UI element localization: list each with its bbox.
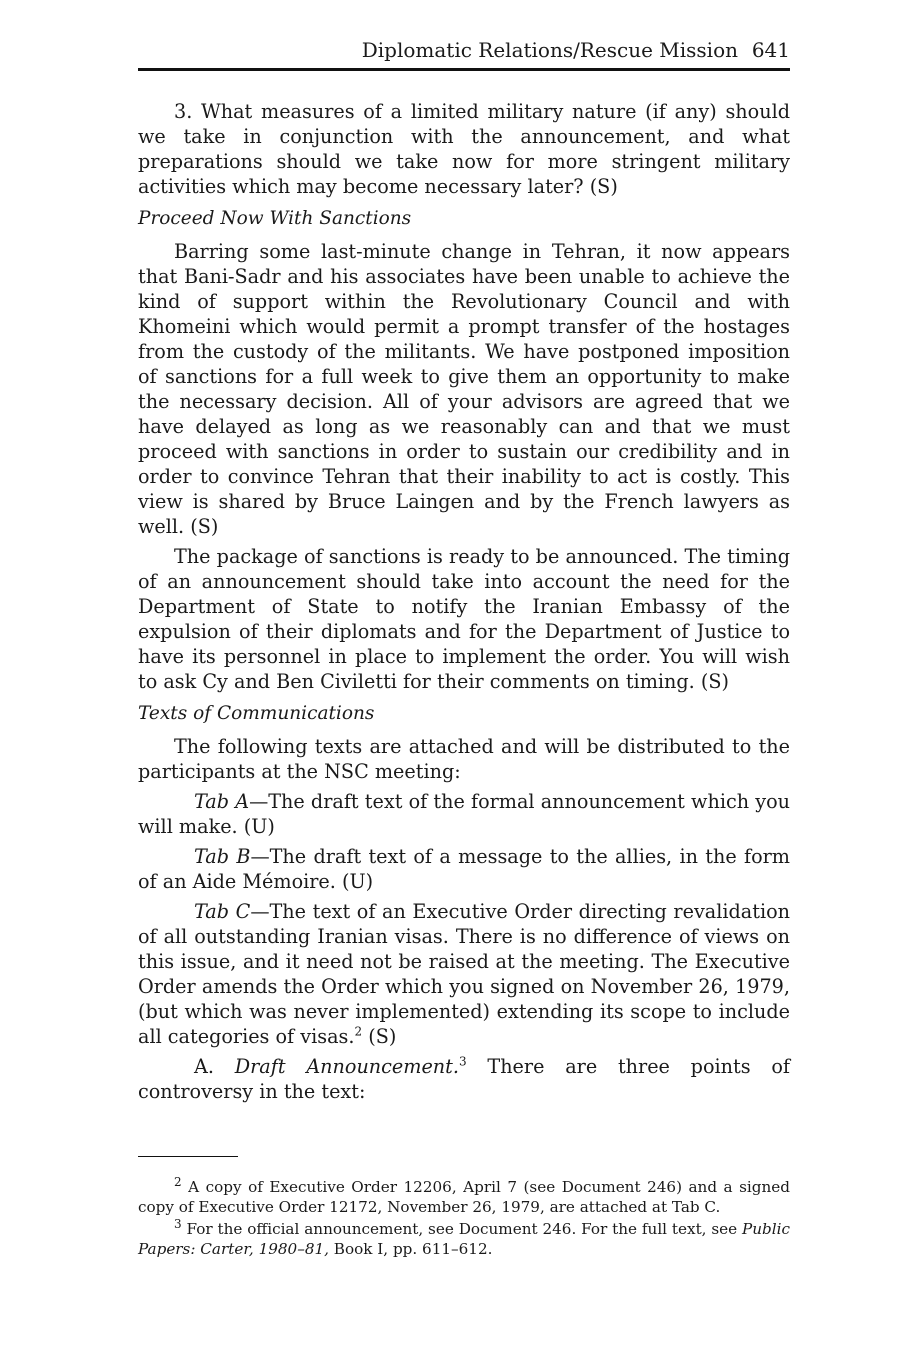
document-page [138,34,790,1261]
footnote-3-number: 3 [174,1216,182,1231]
tab-c-tail: (S) [362,1025,397,1048]
item-a-text: There are three points of controversy in the text: [138,1055,790,1103]
tab-c-item [138,899,790,1049]
footnote-3 [138,1216,790,1259]
footnote-divider [138,1156,238,1157]
page-number: 641 [751,38,790,62]
paragraph-draft-announcement [138,1054,790,1104]
subheading-communications: Texts of Communications [138,703,375,724]
tab-b-item [138,844,790,894]
tab-c-label: Tab C [194,900,251,923]
item-a-prefix: A. [194,1055,235,1078]
footnote-2-text: A copy of Executive Order 12206, April 7 (see Document 246) and a signed copy of Executive Order 12172, November 26, 1979, are attached at Tab C. [138,1178,790,1216]
footnote-ref-2: 2 [354,1024,363,1039]
footnote-2 [138,1174,790,1217]
tab-b-label: Tab B [194,845,251,868]
paragraph-package: The package of sanctions is ready to be announced. The timing of an announcement should take into account the need for the Department of State to notify the Iranian Embassy of the expulsion of their diplomats and for the Department of Justice to have its personnel in place to implement the order. You will wish to ask Cy and Ben Civiletti for their comments on timing. (S) [138,545,790,693]
footnote-3-title: Public Papers: Carter, 1980–81, [138,1220,790,1258]
footnote-2-number: 2 [174,1174,182,1189]
footnote-ref-3: 3 [458,1054,467,1069]
paragraph-texts-attached: The following texts are attached and will be distributed to the participants at the NSC meeting: [138,735,790,783]
subheading-sanctions: Proceed Now With Sanctions [138,208,412,229]
paragraph-question-3: 3. What measures of a limited military nature (if any) should we take in conjunction with the announcement, and what preparations should we take now for more stringent military activities which may become necessary later? (S) [138,100,790,198]
tab-a-label: Tab A [194,790,250,813]
footnote-3-text: For the official announcement, see Document 246. For the full text, see [181,1220,743,1238]
running-header [138,34,790,71]
footnote-3-tail: Book I, pp. 611–612. [328,1240,493,1258]
header-title: Diplomatic Relations/Rescue Mission [361,38,738,62]
document-body [138,99,790,1259]
item-a-label: Draft Announcement. [234,1055,459,1078]
tab-a-item [138,789,790,839]
paragraph-sanctions: Barring some last-minute change in Tehran, it now appears that Bani-Sadr and his associates have been unable to achieve the kind of support within the Revolutionary Council and with Khomeini which would permit a prompt transfer of the hostages from the custody of the militants. We have postponed imposition of sanctions for a full week to give them an opportunity to make the necessary decision. All of your advisors are agreed that we have delayed as long as we reasonably can and that we must proceed with sanctions in order to sustain our credibility and in order to convince Tehran that their inability to act is costly. This view is shared by Bruce Laingen and by the French lawyers as well. (S) [138,240,790,538]
tab-b-text: —The draft text of a message to the allies, in the form of an Aide Mémoire. (U) [138,845,790,893]
tab-a-text: —The draft text of the formal announcement which you will make. (U) [138,790,790,838]
tab-c-text: —The text of an Executive Order directing revalidation of all outstanding Iranian visas. There is no difference of views on this issue, and it need not be raised at the meeting. The Executive Order amends the Order which you signed on November 26, 1979, (but which was never implemented) extending its scope to include all categories of visas. [138,900,790,1048]
